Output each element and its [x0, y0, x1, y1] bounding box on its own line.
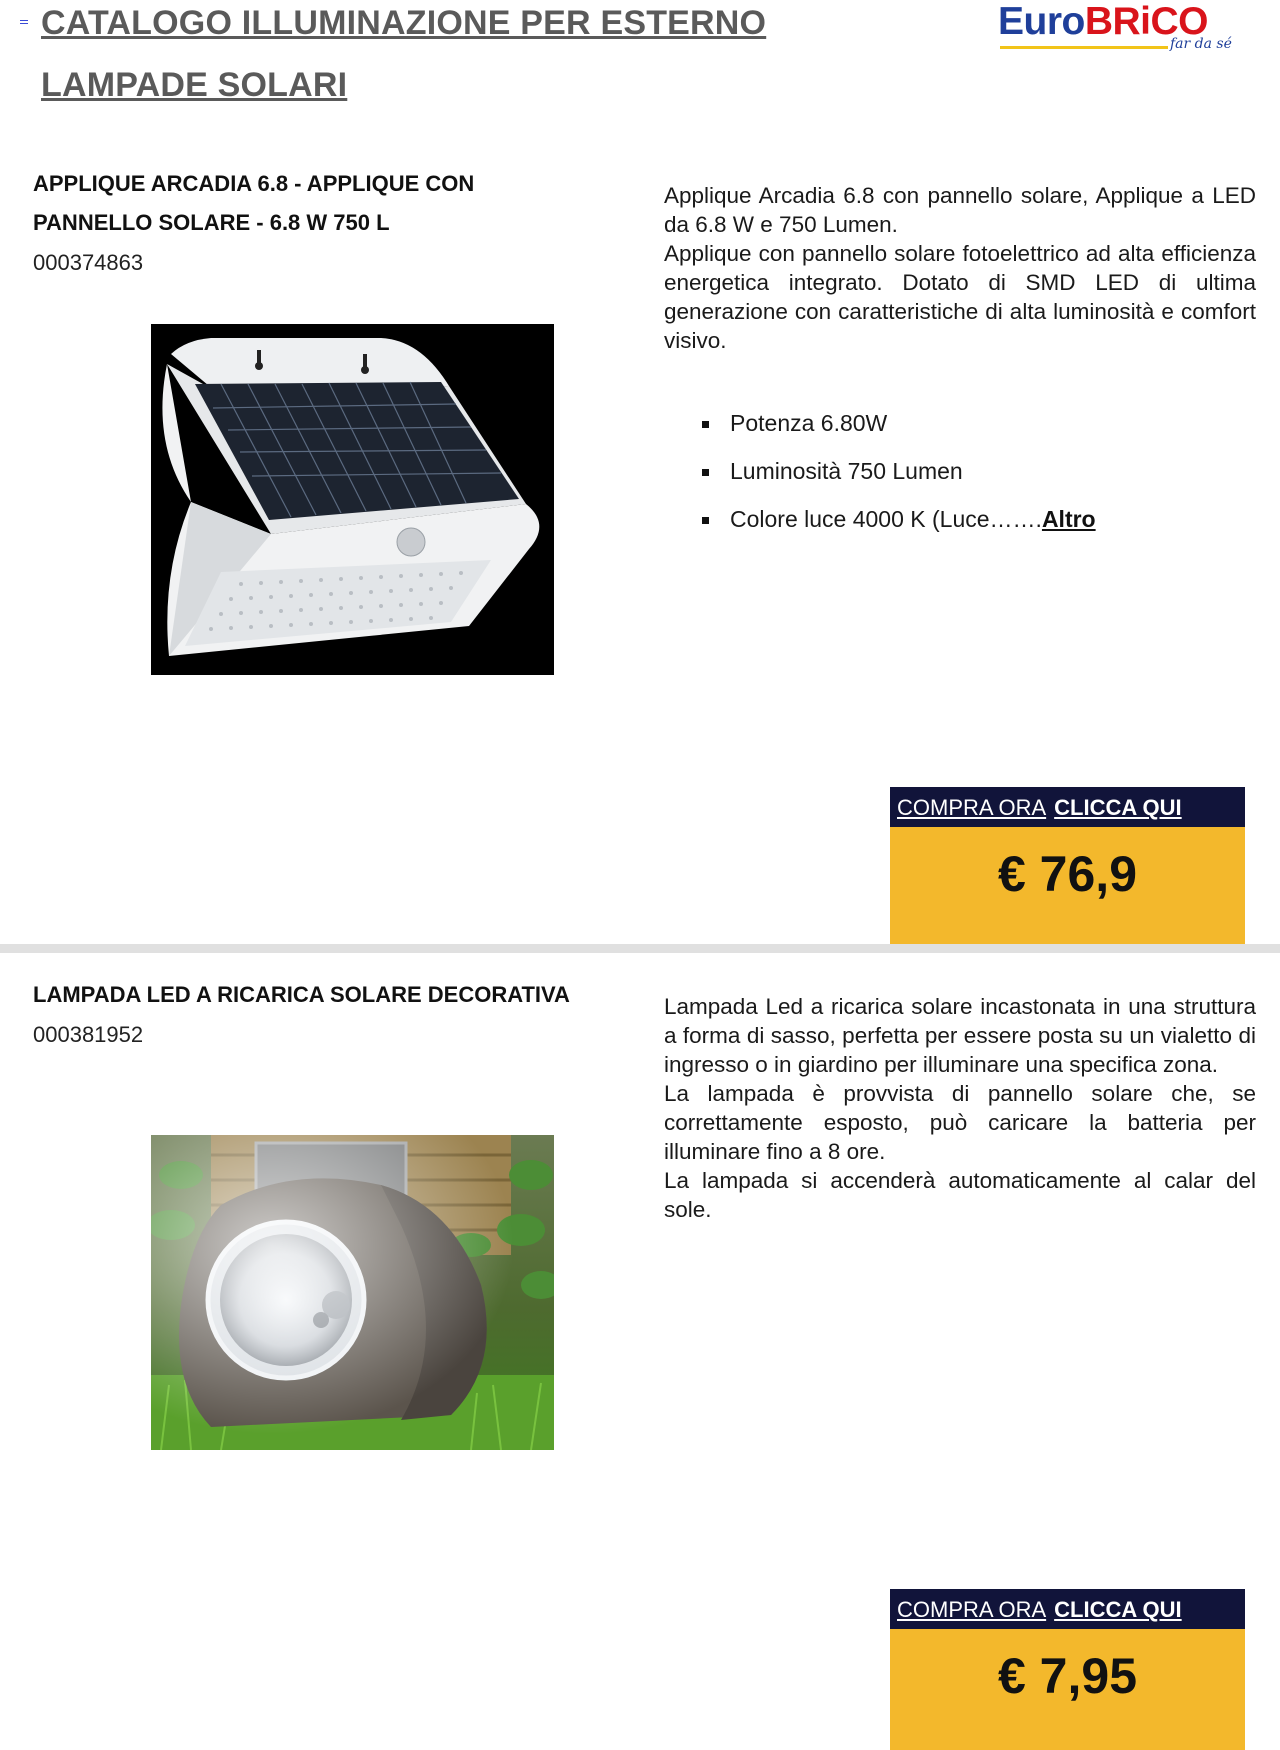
product-2-desc-paragraph: La lampada si accenderà automaticamente al calar del sole. — [664, 1168, 1256, 1222]
logo-brico: BRiCO — [1084, 0, 1209, 43]
more-link[interactable]: Altro — [1041, 506, 1096, 532]
product-2-title — [33, 975, 570, 1014]
logo-euro: Euro — [998, 0, 1085, 43]
solar-rock-lamp-image — [151, 1135, 554, 1450]
product-2-buy-box — [890, 1589, 1245, 1750]
product-1-title-line2: PANNELLO SOLARE - 6.8 W 750 L — [33, 210, 390, 235]
solar-wall-light-image — [151, 324, 554, 675]
nav-marker-icon[interactable] — [20, 20, 28, 24]
feature-item — [700, 453, 1096, 501]
product-1-title-line1: APPLIQUE ARCADIA 6.8 - APPLIQUE CON — [33, 171, 475, 196]
product-1-title — [33, 164, 474, 242]
eurobrico-logo — [998, 0, 1246, 58]
product-1-features — [700, 405, 1096, 549]
feature-item — [700, 405, 1096, 453]
category-title[interactable]: LAMPADE SOLARI — [41, 66, 348, 104]
product-2-code: 000381952 — [33, 1022, 144, 1047]
product-2-desc-paragraph: Lampada Led a ricarica solare incastonata in una struttura a forma di sasso, perfetta per essere posta su un vialetto di ingresso o in giardino per illuminare una specifica zona. — [664, 994, 1256, 1077]
buy-bar — [890, 787, 1245, 827]
logo-tagline: far da sé — [1170, 36, 1232, 52]
product-1-description — [664, 181, 1256, 355]
product-1-price: € 76,9 — [890, 827, 1245, 947]
click-here-link[interactable]: CLICCA QUI — [1054, 1597, 1182, 1622]
buy-now-link[interactable]: COMPRA ORA — [897, 795, 1047, 820]
product-1-desc-paragraph: Applique con pannello solare fotoelettrico ad alta efficienza energetica integrato. Dotato di SMD LED di ultima generazione con caratteristiche di alta luminosità e comfort visivo. — [664, 241, 1256, 353]
buy-bar — [890, 1589, 1245, 1629]
feature-text: Potenza 6.80W — [730, 410, 888, 436]
product-1-code: 000374863 — [33, 250, 144, 275]
feature-item — [700, 501, 1096, 549]
product-2-title-line1: LAMPADA LED A RICARICA SOLARE DECORATIVA — [33, 982, 570, 1007]
product-1-buy-box — [890, 787, 1245, 947]
feature-text: Colore luce 4000 K (Luce……. — [730, 506, 1042, 532]
product-1-desc-paragraph: Applique Arcadia 6.8 con pannello solare, Applique a LED da 6.8 W e 750 Lumen. — [664, 183, 1256, 237]
buy-now-link[interactable]: COMPRA ORA — [897, 1597, 1047, 1622]
catalog-title[interactable]: CATALOGO ILLUMINAZIONE PER ESTERNO — [41, 4, 767, 42]
section-divider — [0, 944, 1280, 953]
logo-underline — [1000, 46, 1168, 49]
product-2-price: € 7,95 — [890, 1629, 1245, 1750]
feature-text: Luminosità 750 Lumen — [730, 458, 963, 484]
product-2-description — [664, 992, 1256, 1224]
click-here-link[interactable]: CLICCA QUI — [1054, 795, 1182, 820]
product-2-desc-paragraph: La lampada è provvista di pannello solare che, se correttamente esposto, può caricare la batteria per illuminare fino a 8 ore. — [664, 1081, 1256, 1164]
